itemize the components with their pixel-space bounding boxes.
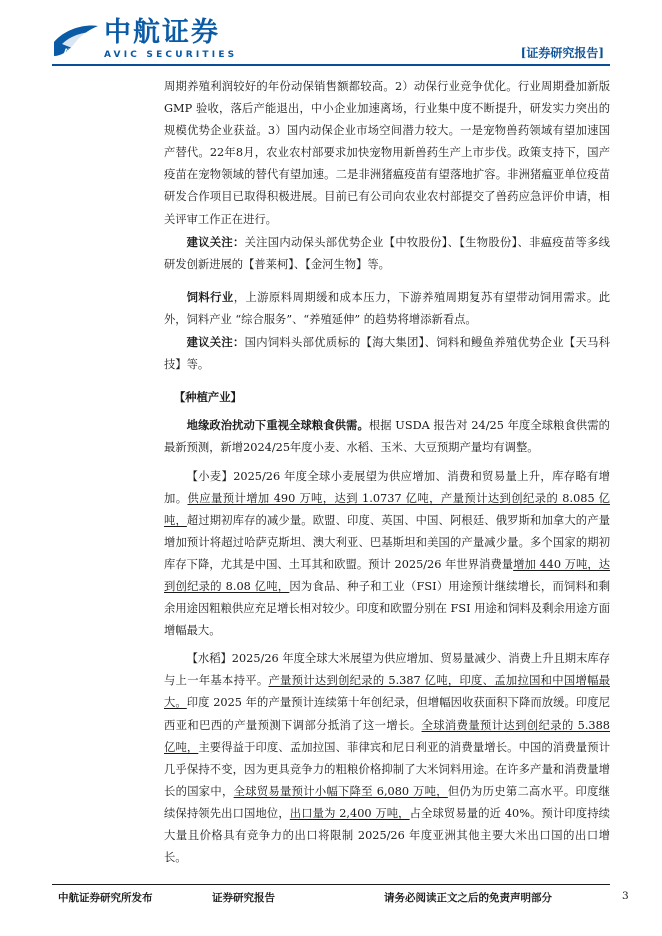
paragraph-wheat: 【小麦】2025/26 年度全球小麦展望为供应增加、消费和贸易量上升，库存略有增加。供应量预计增加 490 万吨，达到 1.0737 亿吨，产量预计达到创纪录的 8.085 亿吨，超过期初库存的减少量。欧盟、印度、英国、中国、阿根廷、俄罗斯和加拿大的产量增加预计将超过哈萨克斯坦、澳大利亚、巴基斯坦和美国的产量减少量。多个国家的期初库存下降，尤其是中国、土耳其和欧盟。预计 2025/26 年世界消费量增加 440 万吨，达到创纪录的 8.08 亿吨，因为食品、种子和工业（FSI）用途预计继续增长，而饲料和剩余用途因粗粮供应充足增长相对较少。印度和欧盟分别在 FSI 用途和饲料及剩余用途方面增幅最大。: [164, 469, 610, 638]
page-header: [0, 0, 662, 72]
paragraph-animal-health: 周期养殖利润较好的年份动保销售额都较高。2）动保行业竞争优化。行业周期叠加新版 GMP 验收，落后产能退出，中小企业加速离场，行业集中度不断提升，研发实力突出的规模优势企业获益。3）国内动保企业市场空间潜力较大。一是宠物兽药领域有望加速国产替代。22年8月，农业农村部要求加快宠物用新兽药生产上市步伐。政策支持下，国产疫苗在宠物领域的替代有望加速。二是非洲猪瘟疫苗有望落地扩容。非洲猪瘟亚单位疫苗研发合作项目已取得积极进展。目前已有公司向农业农村部提交了兽药应急评价申请，相关评审工作正在进行。: [164, 80, 610, 226]
footer-report-type: 证券研究报告: [212, 892, 275, 904]
avic-logo-icon: [52, 22, 100, 58]
paragraph-feed-recommendation: 建议关注：国内饲料头部优质标的【海大集团】、饲料和鳗鱼养殖优势企业【天马科技】等。: [164, 335, 610, 372]
footer-divider: [52, 884, 610, 885]
report-body: [164, 76, 610, 869]
brand-name-cn: 中航证券: [104, 17, 220, 48]
header-divider: [52, 64, 610, 66]
section-heading-planting: 【种植产业】: [174, 390, 242, 405]
paragraph-rice: 【水稻】2025/26 年度全球大米展望为供应增加、贸易量减少、消费上升且期末库存与上一年基本持平。产量预计达到创纪录的 5.387 亿吨，印度、孟加拉国和中国增幅最大。印度 2025 年的产量预计连续第十年创纪录，但增幅因收获面积下降而放缓。印度尼西亚和巴西的产量预测下调部分抵消了这一增长。全球消费量预计达到创纪录的 5.388 亿吨，主要得益于印度、孟加拉国、菲律宾和尼日利亚的消费量增长。中国的消费量预计几乎保持不变，因为更具竞争力的粗粮价格抑制了大米饲料用途。在许多产量和消费量增长的国家中，全球贸易量预计小幅下降至 6,080 万吨，但仍为历史第二高水平。印度继续保持领先出口国地位，出口量为 2,400 万吨，占全球贸易量的近 40%。预计印度持续大量且价格具有竞争力的出口将限制 2025/26 年度亚洲其他主要大米出口国的出口增长。: [164, 652, 610, 865]
logo-text: AVIC: [64, 48, 80, 55]
page-number: 3: [622, 890, 629, 902]
paragraph-grain-supply: 地缘政治扰动下重视全球粮食供需。根据 USDA 报告对 24/25 年度全球粮食供需的最新预测，新增2024/25年度小麦、水稻、玉米、大豆预期产量均有调整。: [164, 418, 610, 455]
paragraph-feed-industry: 饲料行业，上游原料周期缓和成本压力，下游养殖周期复苏有望带动饲用需求。此外，饲料产业 “综合服务”、“养殖延伸” 的趋势将增添新看点。: [164, 289, 610, 326]
report-type-tag: [证券研究报告]: [520, 46, 604, 60]
footer-publisher: 中航证券研究所发布: [58, 892, 153, 904]
paragraph-animal-health-recommendation: 建议关注：关注国内动保头部优势企业【中牧股份】、【生物股份】、非瘟疫苗等多线研发创新进展的【普莱柯】、【金河生物】等。: [164, 234, 610, 271]
footer-disclaimer: 请务必阅读正文之后的免责声明部分: [384, 892, 552, 904]
brand-name-en: AVIC SECURITIES: [104, 50, 238, 60]
